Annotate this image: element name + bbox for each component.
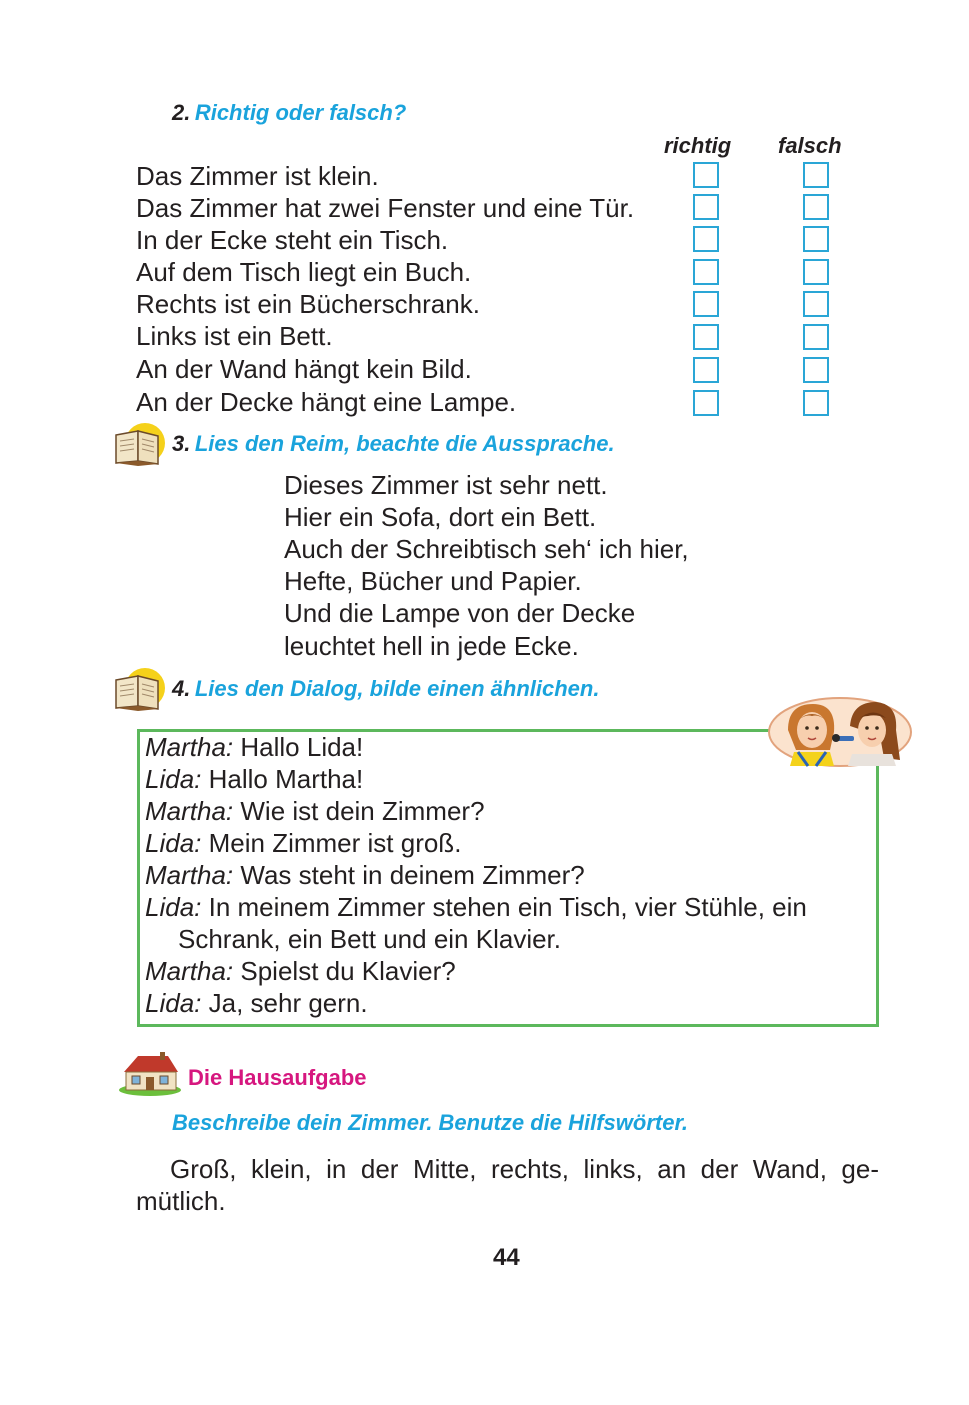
task4-heading bbox=[172, 676, 599, 702]
dialog-line-4 bbox=[145, 827, 461, 859]
dialog-line-3 bbox=[145, 795, 485, 827]
task3-title: Lies den Reim, beachte die Aussprache. bbox=[194, 431, 615, 456]
homework-words-line-2: mütlich. bbox=[136, 1186, 226, 1216]
checkbox-falsch-8[interactable] bbox=[803, 390, 829, 416]
checkbox-richtig-4[interactable] bbox=[693, 259, 719, 285]
dialog-speaker: Martha: bbox=[145, 732, 234, 762]
girls-illustration bbox=[768, 696, 912, 768]
task4-title: Lies den Dialog, bilde einen ähnlichen. bbox=[194, 676, 600, 701]
column-header-falsch: falsch bbox=[778, 133, 842, 158]
dialog-speaker: Lida: bbox=[145, 764, 202, 794]
book-icon bbox=[112, 421, 166, 467]
dialog-text: Hallo Martha! bbox=[201, 764, 364, 794]
dialog-text: Was steht in deinem Zimmer? bbox=[233, 860, 585, 890]
house-icon bbox=[118, 1050, 182, 1096]
rhyme-line-4: Hefte, Bücher und Papier. bbox=[284, 566, 582, 596]
column-header-richtig: richtig bbox=[664, 133, 732, 158]
dialog-text: Spielst du Klavier? bbox=[233, 956, 456, 986]
checkbox-falsch-5[interactable] bbox=[803, 291, 829, 317]
statement-2: Das Zimmer hat zwei Fenster und eine Tür. bbox=[136, 193, 635, 223]
task2-title: Richtig oder falsch? bbox=[194, 100, 407, 125]
checkbox-richtig-1[interactable] bbox=[693, 162, 719, 188]
dialog-line-1 bbox=[145, 731, 363, 763]
dialog-text: In meinem Zimmer stehen ein Tisch, vier Stühle, ein bbox=[201, 892, 807, 922]
checkbox-richtig-2[interactable] bbox=[693, 194, 719, 220]
task3-number: 3. bbox=[172, 431, 191, 456]
checkbox-falsch-1[interactable] bbox=[803, 162, 829, 188]
dialog-line-7 bbox=[178, 923, 561, 955]
dialog-line-5 bbox=[145, 859, 585, 891]
dialog-text: Mein Zimmer ist groß. bbox=[201, 828, 462, 858]
statement-8: An der Decke hängt eine Lampe. bbox=[136, 387, 517, 417]
statement-3: In der Ecke steht ein Tisch. bbox=[136, 225, 449, 255]
dialog-text: Ja, sehr gern. bbox=[201, 988, 368, 1018]
homework-words-line-1: Groß, klein, in der Mitte, rechts, links, an der Wand, ge- bbox=[170, 1154, 879, 1184]
dialog-line-9 bbox=[145, 987, 368, 1019]
task2-heading bbox=[172, 100, 406, 126]
statement-1: Das Zimmer ist klein. bbox=[136, 161, 379, 191]
dialog-text: Hallo Lida! bbox=[233, 732, 364, 762]
checkbox-richtig-7[interactable] bbox=[693, 357, 719, 383]
dialog-speaker: Martha: bbox=[145, 796, 234, 826]
task4-number: 4. bbox=[172, 676, 191, 701]
task3-heading bbox=[172, 431, 615, 457]
statement-4: Auf dem Tisch liegt ein Buch. bbox=[136, 257, 472, 287]
checkbox-richtig-5[interactable] bbox=[693, 291, 719, 317]
dialog-speaker: Martha: bbox=[145, 956, 234, 986]
homework-title: Die Hausaufgabe bbox=[188, 1065, 367, 1090]
dialog-speaker: Lida: bbox=[145, 828, 202, 858]
statement-7: An der Wand hängt kein Bild. bbox=[136, 354, 472, 384]
rhyme-line-2: Hier ein Sofa, dort ein Bett. bbox=[284, 502, 597, 532]
checkbox-falsch-3[interactable] bbox=[803, 226, 829, 252]
dialog-text: Wie ist dein Zimmer? bbox=[233, 796, 485, 826]
rhyme-line-1: Dieses Zimmer ist sehr nett. bbox=[284, 470, 608, 500]
dialog-speaker: Martha: bbox=[145, 860, 234, 890]
rhyme-line-6: leuchtet hell in jede Ecke. bbox=[284, 631, 579, 661]
statement-5: Rechts ist ein Bücherschrank. bbox=[136, 289, 480, 319]
dialog-speaker: Lida: bbox=[145, 988, 202, 1018]
checkbox-falsch-4[interactable] bbox=[803, 259, 829, 285]
homework-task: Beschreibe dein Zimmer. Benutze die Hilfswörter. bbox=[172, 1110, 688, 1135]
dialog-line-6 bbox=[145, 891, 807, 923]
checkbox-richtig-6[interactable] bbox=[693, 324, 719, 350]
checkbox-falsch-2[interactable] bbox=[803, 194, 829, 220]
checkbox-falsch-7[interactable] bbox=[803, 357, 829, 383]
rhyme-line-5: Und die Lampe von der Decke bbox=[284, 598, 636, 628]
book-icon bbox=[112, 666, 166, 712]
checkbox-richtig-3[interactable] bbox=[693, 226, 719, 252]
dialog-line-8 bbox=[145, 955, 456, 987]
page-number: 44 bbox=[493, 1244, 520, 1271]
checkbox-richtig-8[interactable] bbox=[693, 390, 719, 416]
task2-number: 2. bbox=[172, 100, 191, 125]
statement-6: Links ist ein Bett. bbox=[136, 321, 333, 351]
dialog-text: Schrank, ein Bett und ein Klavier. bbox=[178, 924, 562, 954]
checkbox-falsch-6[interactable] bbox=[803, 324, 829, 350]
rhyme-line-3: Auch der Schreibtisch seh‘ ich hier, bbox=[284, 534, 689, 564]
dialog-speaker: Lida: bbox=[145, 892, 202, 922]
dialog-line-2 bbox=[145, 763, 363, 795]
